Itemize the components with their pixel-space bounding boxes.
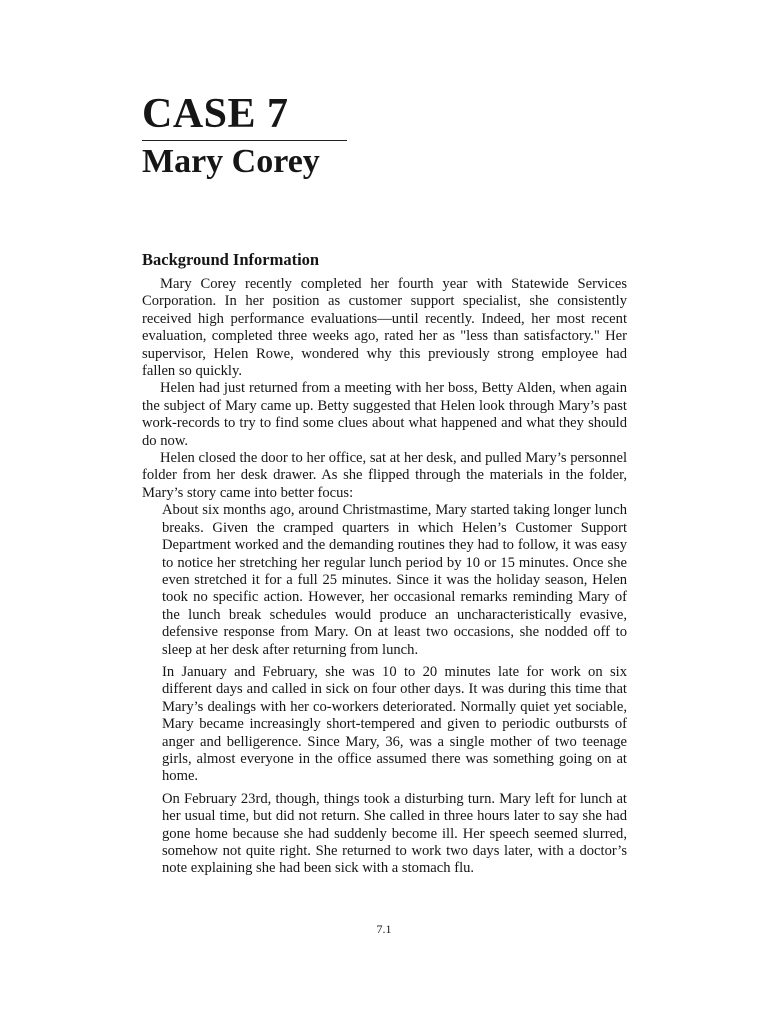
paragraph: Helen had just returned from a meeting with her boss, Betty Alden, when again the subject of Mary came up. Betty suggested that Helen look through Mary’s past work-records to try to find some clues about what happened and what they should do now. bbox=[142, 380, 627, 449]
case-title: Mary Corey bbox=[142, 143, 320, 180]
block-paragraph: In January and February, she was 10 to 20 minutes late for work on six different days and called in sick on four other days. It was during this time that Mary’s dealings with her co-workers deteriorated. Normally quiet yet sociable, Mary became increasingly short-tempered and given to periodic outbursts of anger and belligerence. Since Mary, 36, was a single mother of two teenage girls, almost everyone in the office assumed there was something going on at home. bbox=[162, 663, 627, 785]
indented-block bbox=[162, 502, 627, 878]
body-text bbox=[142, 276, 627, 878]
case-number: CASE 7 bbox=[142, 91, 289, 137]
block-paragraph: About six months ago, around Christmastime, Mary started taking longer lunch breaks. Given the cramped quarters in which Helen’s Customer Support Department worked and the demanding routines they had to follow, it was easy to notice her stretching her regular lunch period by 10 or 15 minutes. Once she even stretched it for a full 25 minutes. Since it was the holiday season, Helen took no specific action. However, her occasional remarks reminding Mary of the lunch break schedules would produce an uncharacteristically evasive, defensive response from Mary. On at least two occasions, she nodded off to sleep at her desk after returning from lunch. bbox=[162, 502, 627, 658]
page-number: 7.1 bbox=[376, 922, 392, 936]
title-rule bbox=[142, 140, 347, 141]
paragraph: Helen closed the door to her office, sat at her desk, and pulled Mary’s personnel folder from her desk drawer. As she flipped through the materials in the folder, Mary’s story came into better focus: bbox=[142, 450, 627, 501]
block-paragraph: On February 23rd, though, things took a disturbing turn. Mary left for lunch at her usual time, but did not return. She called in three hours later to say she had gone home because she had suddenly become ill. Her speech seemed slurred, somehow not quite right. She returned to work two days later, with a doctor’s note explaining she had been sick with a stomach flu. bbox=[162, 790, 627, 877]
paragraph: Mary Corey recently completed her fourth year with Statewide Services Corporation. In her position as customer support specialist, she consistently received high performance evaluations—until recently. Indeed, her most recent evaluation, completed three weeks ago, rated her as "less than satisfactory." Her supervisor, Helen Rowe, wondered why this previously strong employee had fallen so quickly. bbox=[142, 276, 627, 380]
section-heading: Background Information bbox=[142, 250, 320, 269]
